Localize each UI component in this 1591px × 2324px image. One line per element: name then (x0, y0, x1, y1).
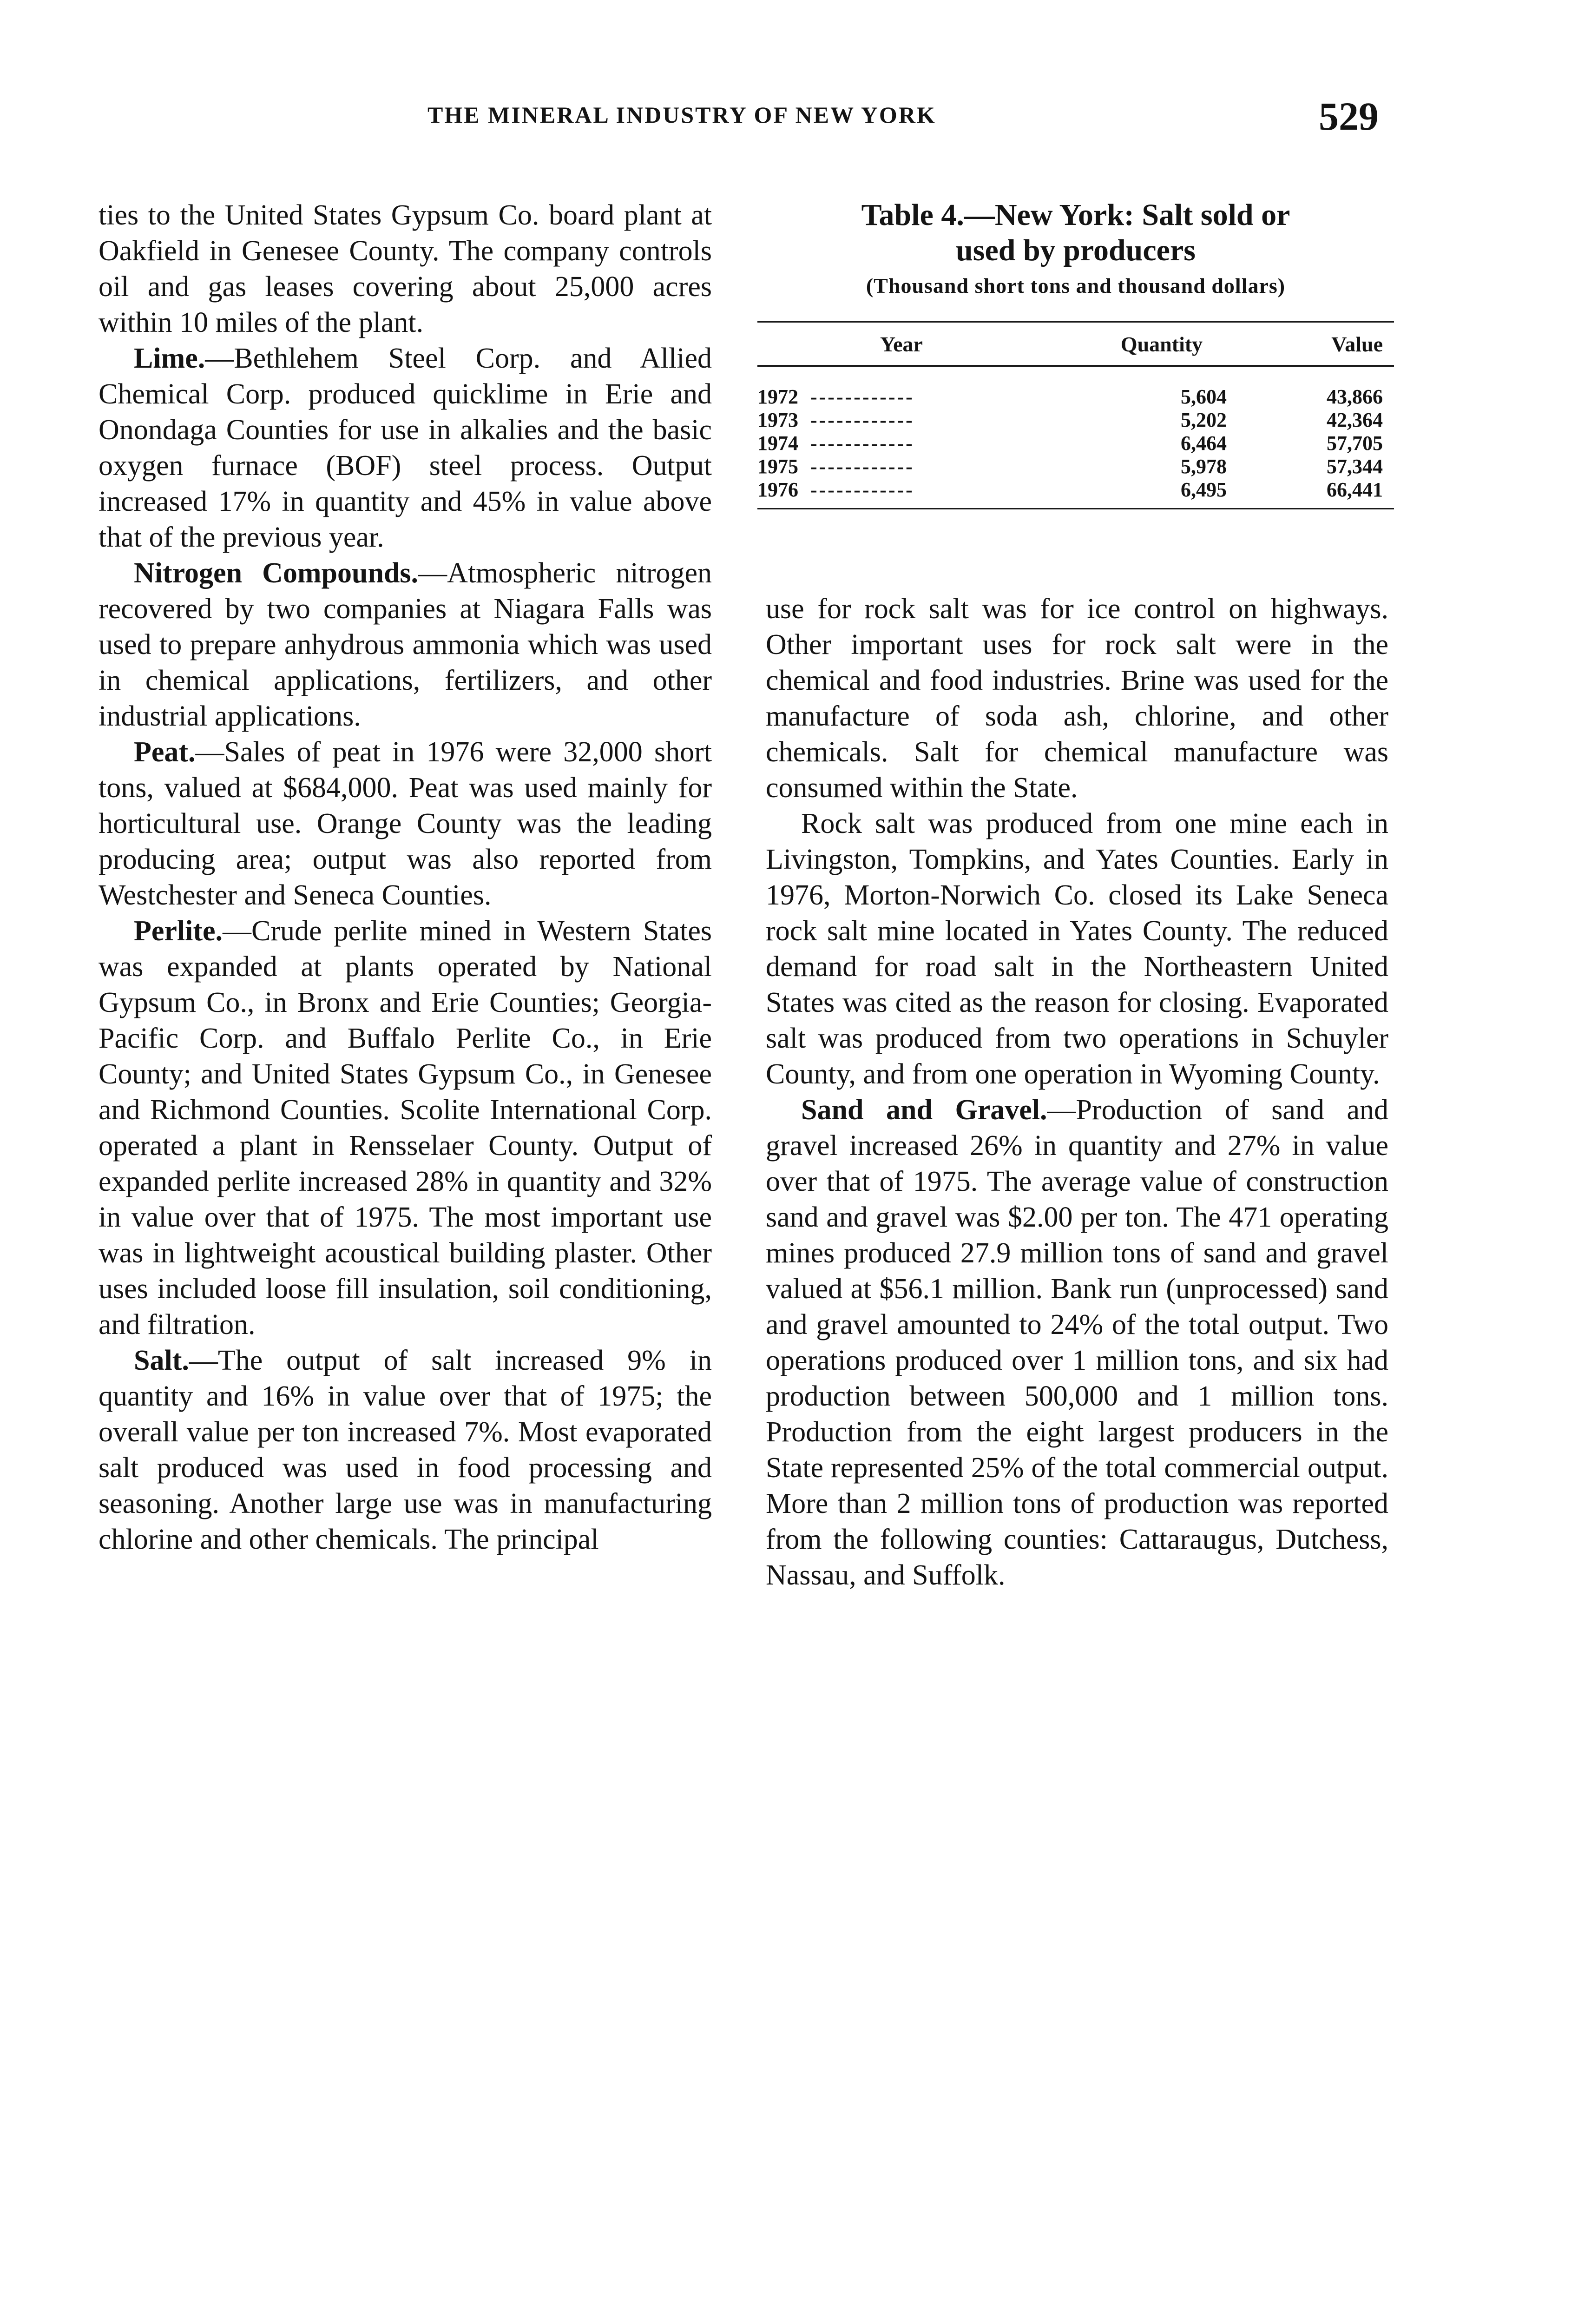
leader-dots: ------------ (810, 455, 914, 478)
year-value: 1975 (757, 455, 798, 478)
paragraph-lime (99, 341, 712, 555)
year-cell (757, 409, 1045, 432)
table-4 (757, 198, 1394, 509)
table-title (757, 198, 1394, 268)
paragraph-nitrogen-compounds (99, 555, 712, 734)
paragraph-text: use for rock salt was for ice control on highways. Other important uses for rock salt were in the chemical and food industries. Brine was used for the manufacture of soda ash, chlorine, and other chemicals. Salt for chemical manufacture was consumed within the State. (766, 593, 1388, 804)
table-row (757, 409, 1394, 432)
paragraph-gypsum-continued (99, 198, 712, 341)
quantity-cell: 6,464 (1181, 432, 1227, 455)
column-header-year: Year (880, 332, 923, 356)
table-title-line2: used by producers (956, 233, 1196, 267)
year-cell (757, 432, 1045, 455)
table-row (757, 478, 1394, 509)
paragraph-text: ties to the United States Gypsum Co. board plant at Oakfield in Genesee County. The company controls oil and gas leases covering about 25,000 acres within 10 miles of the plant. (99, 199, 712, 338)
left-column (99, 198, 712, 1558)
paragraph-text: Rock salt was produced from one mine each in Livingston, Tompkins, and Yates Counties. Early in 1976, Morton-Norwich Co. closed its Lake Seneca rock salt mine located in Yates County. The reduced demand for road salt in the Northeastern United States was cited as the reason for closing. Evaporated salt was produced from two operations in Schuyler County, and from one operation in Wyoming County. (766, 808, 1388, 1090)
table-subtitle: (Thousand short tons and thousand dollars) (866, 274, 1286, 297)
page-number: 529 (1319, 94, 1379, 139)
leader-dots: ------------ (810, 409, 914, 431)
value-cell: 42,364 (1327, 409, 1383, 431)
section-head-lime: Lime. (134, 343, 205, 374)
year-value: 1974 (757, 432, 798, 455)
paragraph-salt (99, 1343, 712, 1558)
leader-dots: ------------ (810, 385, 914, 408)
year-value: 1976 (757, 478, 798, 501)
paragraph-text: —Atmospheric nitrogen recovered by two companies at Niagara Falls was used to prepare anhydrous ammonia which was used in chemical applications, fertilizers, and other industrial applications. (99, 557, 712, 732)
table-title-line1: Table 4.—New York: Salt sold or (861, 198, 1290, 232)
salt-table (757, 321, 1394, 509)
leader-dots: ------------ (810, 478, 914, 501)
year-cell (757, 366, 1045, 409)
leader-dots: ------------ (810, 432, 914, 455)
year-value: 1973 (757, 409, 798, 431)
value-cell: 57,344 (1327, 455, 1383, 478)
quantity-cell: 5,604 (1181, 385, 1227, 408)
column-header-quantity: Quantity (1120, 332, 1203, 356)
year-cell (757, 455, 1045, 478)
paragraph-sand-and-gravel (766, 1092, 1388, 1593)
paragraph-perlite (99, 913, 712, 1343)
value-cell: 43,866 (1327, 385, 1383, 408)
column-header-value: Value (1331, 332, 1383, 356)
year-cell (757, 478, 1045, 509)
quantity-cell: 6,495 (1045, 478, 1278, 509)
section-head-nitrogen-compounds: Nitrogen Compounds. (134, 557, 419, 589)
right-column (766, 591, 1388, 1593)
value-cell: 57,705 (1327, 432, 1383, 455)
value-cell: 66,441 (1278, 478, 1394, 509)
paragraph-peat (99, 734, 712, 913)
paragraph-text: —The output of salt increased 9% in quantity and 16% in value over that of 1975; the overall value per ton increased 7%. Most evaporated salt produced was used in food processing and seasoning. Another large use was in manufacturing chlorine and other chemicals. The principal (99, 1345, 712, 1555)
paragraph-text: —Crude perlite mined in Western States was expanded at plants operated by National Gypsum Co., in Bronx and Erie Counties; Georgia-Pacific Corp. and Buffalo Perlite Co., in Erie County; and United States Gypsum Co., in Genesee and Richmond Counties. Scolite International Corp. operated a plant in Rensselaer County. Output of expanded perlite increased 28% in quantity and 32% in value over that of 1975. The most important use was in lightweight acoustical building plaster. Other uses included loose fill insulation, soil conditioning, and filtration. (99, 915, 712, 1340)
paragraph-text: —Sales of peat in 1976 were 32,000 short tons, valued at $684,000. Peat was used mainly for horticultural use. Orange County was the leading producing area; output was also reported from Westchester and Seneca Counties. (99, 736, 712, 911)
section-head-salt: Salt. (134, 1345, 189, 1376)
paragraph-rock-salt (766, 806, 1388, 1092)
paragraph-text: —Bethlehem Steel Corp. and Allied Chemical Corp. produced quicklime in Erie and Onondaga Counties for use in alkalies and the basic oxygen furnace (BOF) steel process. Output increased 17% in quantity and 45% in value above that of the previous year. (99, 343, 712, 553)
section-head-peat: Peat. (134, 736, 196, 768)
table-row (757, 455, 1394, 478)
section-head-perlite: Perlite. (134, 915, 223, 947)
paragraph-text: —Production of sand and gravel increased 26% in quantity and 27% in value over that of 1975. The average value of construction sand and gravel was $2.00 per ton. The 471 operating mines produced 27.9 million tons of sand and gravel valued at $56.1 million. Bank run (unprocessed) sand and gravel amounted to 24% of the total output. Two operations produced over 1 million tons, and six had production between 500,000 and 1 million tons. Production from the eight largest producers in the State represented 25% of the total commercial output. More than 2 million tons of production was reported from the following counties: Cattaraugus, Dutchess, Nassau, and Suffolk. (766, 1094, 1388, 1591)
quantity-cell: 5,202 (1181, 409, 1227, 431)
section-head-sand-and-gravel: Sand and Gravel. (801, 1094, 1047, 1126)
running-title: THE MINERAL INDUSTRY OF NEW YORK (427, 102, 936, 128)
paragraph-salt-continued (766, 591, 1388, 806)
table-row (757, 366, 1394, 409)
table-header-row (757, 322, 1394, 366)
year-value: 1972 (757, 385, 798, 408)
quantity-cell: 5,978 (1181, 455, 1227, 478)
table-row (757, 432, 1394, 455)
